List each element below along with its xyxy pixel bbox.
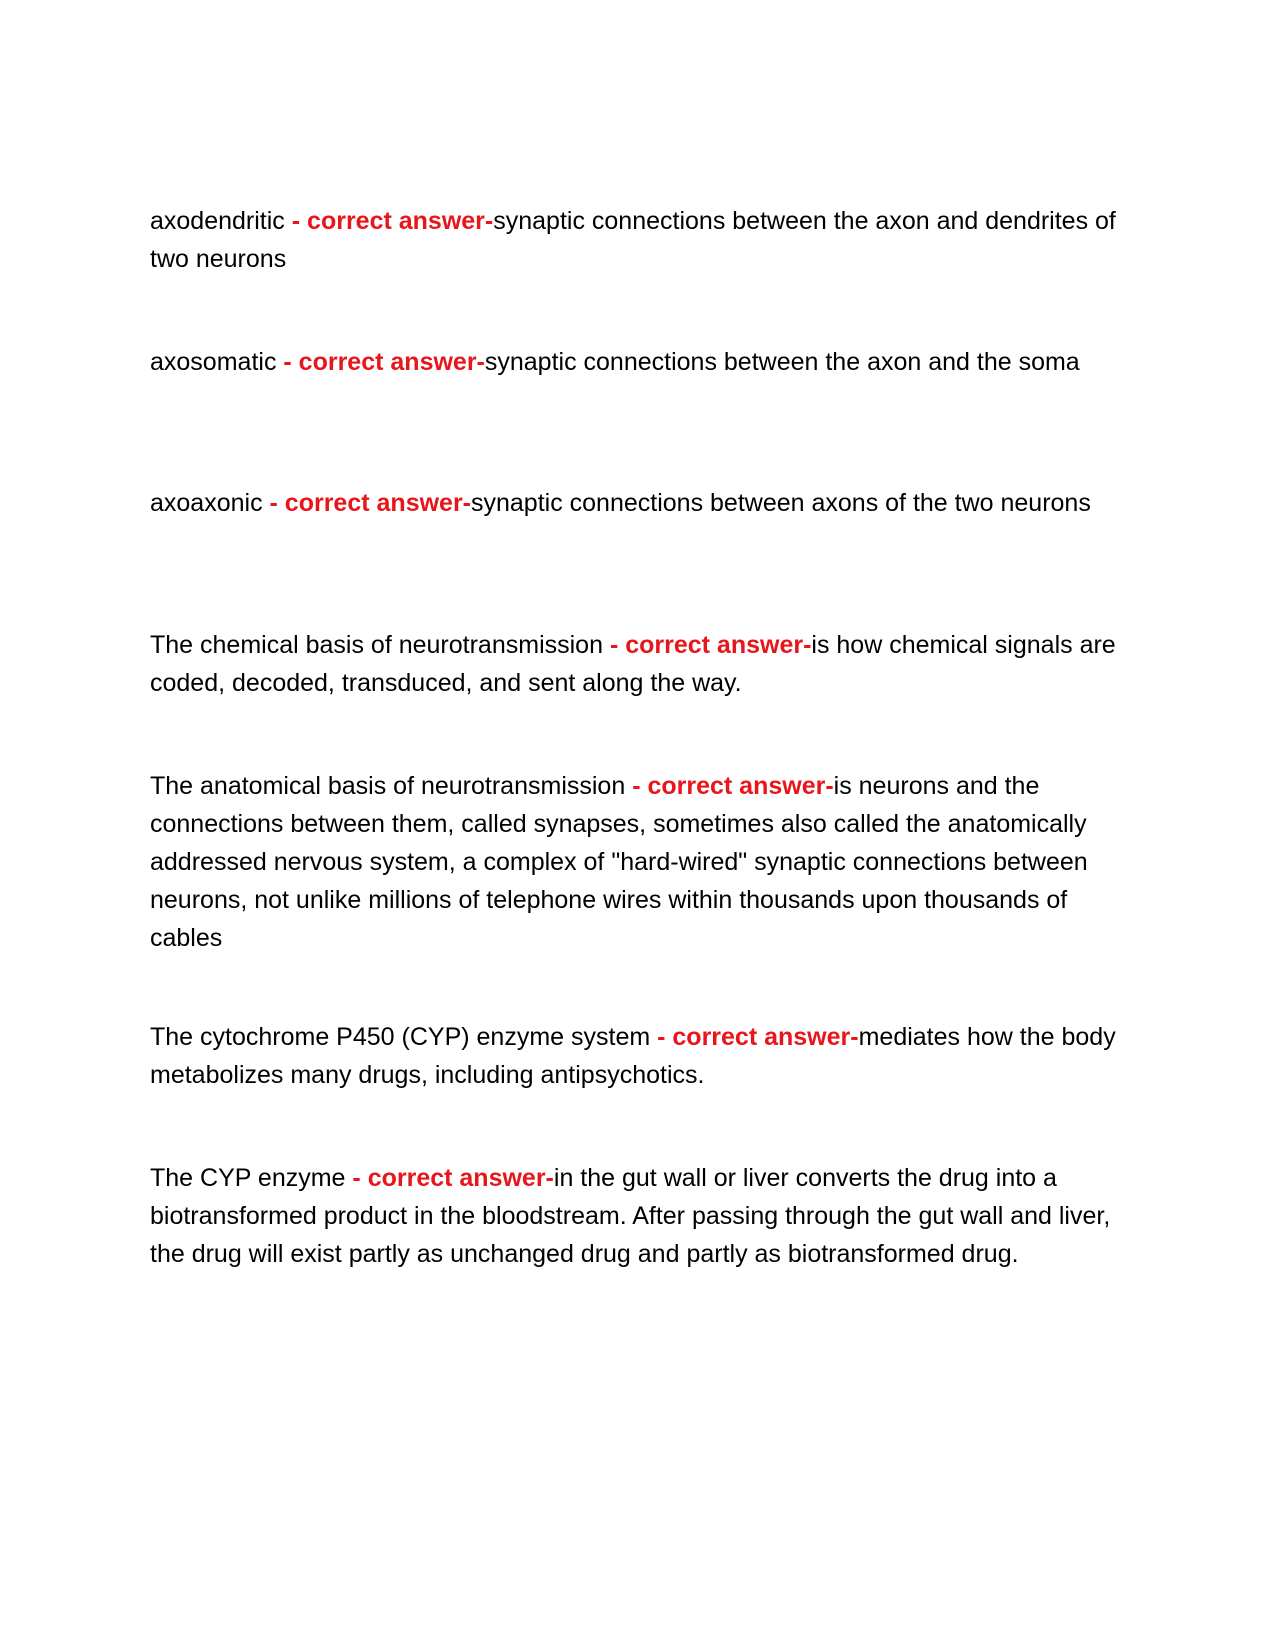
correct-answer-label: - correct answer- [283,348,485,376]
entry-term: axoaxonic [150,489,263,517]
entry-chemical-basis [150,626,1130,702]
entry-term: The chemical basis of neurotransmission [150,631,603,659]
entry-cyp-enzyme [150,1159,1130,1273]
entry-axoaxonic [150,484,1130,522]
entry-term: The cytochrome P450 (CYP) enzyme system [150,1023,651,1051]
entry-definition: synaptic connections between axons of the two neurons [471,489,1091,517]
entry-axodendritic [150,202,1130,278]
correct-answer-label: - correct answer- [632,772,834,800]
entry-axosomatic [150,343,1130,381]
correct-answer-label: - correct answer- [269,489,471,517]
entry-term: The CYP enzyme [150,1164,346,1192]
entry-term: axosomatic [150,348,277,376]
entry-term: axodendritic [150,207,285,235]
entry-term: The anatomical basis of neurotransmission [150,772,626,800]
entry-anatomical-basis [150,767,1130,957]
entry-definition: synaptic connections between the axon and the soma [484,348,1080,376]
correct-answer-label: - correct answer- [291,207,494,235]
entry-definition: mediates how the body metabolizes many drugs, including antipsychotics. [150,1023,1116,1089]
correct-answer-label: - correct answer- [352,1164,554,1192]
entry-definition: is neurons and the connections between them, called synapses, sometimes also called the anatomically addressed nervous system, a complex of "hard-wired" synaptic connections between neurons, not unlike millions of telephone wires within thousands upon thousands of cables [150,772,1088,952]
entry-cytochrome-p450 [150,1018,1130,1094]
correct-answer-label: - correct answer- [609,631,812,659]
entry-definition: is how chemical signals are coded, decoded, transduced, and sent along the way. [150,631,1116,697]
entry-definition: in the gut wall or liver converts the drug into a biotransformed product in the bloodstream. After passing through the gut wall and liver, the drug will exist partly as unchanged drug and partly as biotransformed drug. [150,1164,1111,1268]
correct-answer-label: - correct answer- [657,1023,859,1051]
entry-definition: synaptic connections between the axon and dendrites of two neurons [150,207,1116,273]
